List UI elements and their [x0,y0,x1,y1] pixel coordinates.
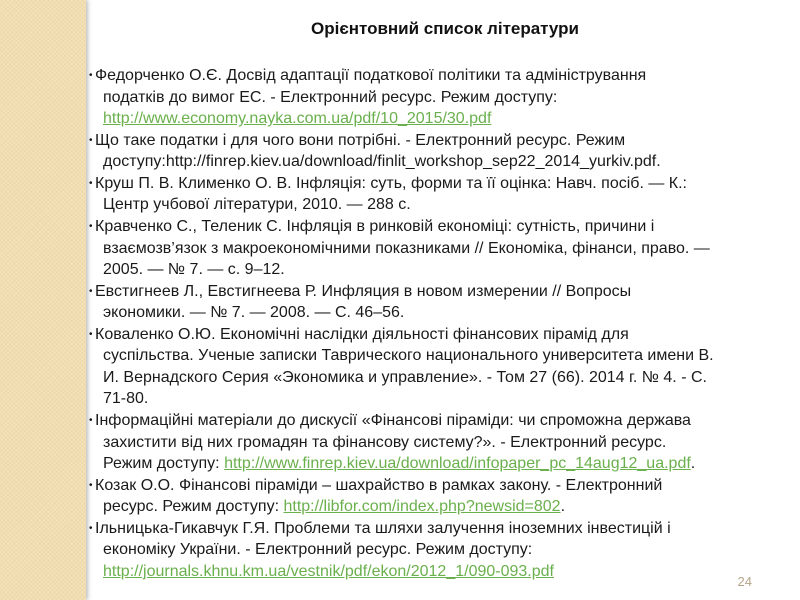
reference-text: Центр учбової літератури, 2010. — 288 с. [103,196,411,214]
decorative-side-panel [0,0,86,600]
reference-text: захистити від них громадян та фінансову систему?». - Електронний ресурс. [103,433,667,451]
reference-text: И. Вернадского Серия «Экономика и управление». - Том 27 (66). 2014 г. № 4. - С. [103,368,707,386]
reference-text: Федорченко О.Є. Досвід адаптації податкової політики та адміністрування [95,67,647,84]
reference-line [89,367,714,389]
reference-text: Режим доступу: [103,455,225,473]
reference-line [89,216,714,238]
bullet-icon: • [89,177,93,189]
reference-item [89,173,714,216]
bullet-icon: • [89,415,93,426]
reference-text: Ільницька-Гикавчук Г.Я. Проблеми та шляхи залучення іноземних інвестицій і [95,519,671,537]
reference-line [89,65,714,87]
reference-text: суспільства. Ученые записки Таврического национального университета имени В. [103,347,714,365]
reference-text: . [690,455,696,473]
reference-line [89,324,714,346]
reference-text: 71-80. [103,390,149,408]
reference-line [89,496,714,518]
reference-text: Круш П. В. Клименко О. В. Інфляція: суть, форми та її оцінка: Навч. посіб. — К.: [95,174,687,192]
reference-line [89,302,714,324]
reference-line [89,475,714,497]
reference-text: . [560,498,566,516]
reference-item [89,518,714,583]
reference-line [89,194,714,216]
reference-text: Кравченко С., Теленик С. Інфляція в ринковій економіці: сутність, причини і [95,217,655,235]
reference-text: ресурс. Режим доступу: [103,498,284,516]
reference-line [89,518,714,540]
reference-text: Що таке податки і для чого вони потрібні. - Електронний ресурс. Режим [95,131,626,149]
reference-line [89,259,714,281]
reference-line [89,238,714,260]
reference-line [89,87,714,109]
bullet-icon: • [89,479,93,491]
reference-item [89,65,714,130]
reference-text: доступу:http://finrep.kiev.ua/download/finlit_workshop_sep22_2014_yurkiv.pdf. [103,153,661,171]
reference-text: экономики. — № 7. — 2008. — С. 46–56. [103,304,405,322]
reference-text: Козак О.О. Фінансові піраміди – шахрайство в рамках закону. - Електронний [95,476,663,494]
slide-title: Орієнтовний список літератури [310,19,579,38]
reference-line [89,388,714,410]
reference-link[interactable]: http://journals.khnu.km.ua/vestnik/pdf/ekon/2012_1/090-093.pdf [103,562,554,580]
reference-line [89,453,714,475]
reference-link[interactable]: http://www.economy.nayka.com.ua/pdf/10_2015/30.pdf [103,110,492,128]
reference-line [89,539,714,561]
reference-item [89,216,714,281]
reference-text: податків до вимог ЕС. - Електронний ресурс. Режим доступу: [103,88,558,106]
reference-link[interactable]: http://libfor.com/index.php?newsid=802 [283,498,561,516]
reference-line [89,130,714,152]
reference-line [89,410,714,432]
bullet-icon: • [89,285,93,297]
reference-line [89,432,714,454]
reference-line [89,281,714,303]
bullet-icon: • [89,522,93,534]
reference-text: Інформаційні матеріали до дискусії «Фінансові піраміди: чи спроможна держава [95,412,691,429]
reference-line [89,173,714,195]
reference-text: економіку України. - Електронний ресурс. Режим доступу: [103,541,533,559]
bullet-icon: • [89,70,93,81]
bullet-icon: • [89,134,93,146]
reference-text: взаємозв’язок з макроекономічними показниками // Економіка, фінанси, право. — [103,239,710,257]
reference-line [89,151,714,173]
reference-item [89,475,714,518]
reference-item [89,410,714,475]
bullet-icon: • [89,328,93,340]
reference-item [89,281,714,324]
reference-line [89,345,714,367]
page-number: 24 [737,574,752,589]
bullet-icon: • [89,220,93,232]
reference-link[interactable]: http://www.finrep.kiev.ua/download/infopaper_pc_14aug12_ua.pdf [224,455,691,473]
reference-line [89,561,714,583]
reference-text: Евстигнеев Л., Евстигнеева Р. Инфляция в новом измерении // Вопросы [95,282,632,300]
bibliography-list [89,65,714,583]
reference-item [89,324,714,410]
reference-text: 2005. — № 7. — с. 9–12. [103,261,285,279]
reference-text: Коваленко О.Ю. Економічні наслідки діяльності фінансових пірамід для [95,325,629,343]
reference-item [89,130,714,173]
reference-line [89,108,714,130]
